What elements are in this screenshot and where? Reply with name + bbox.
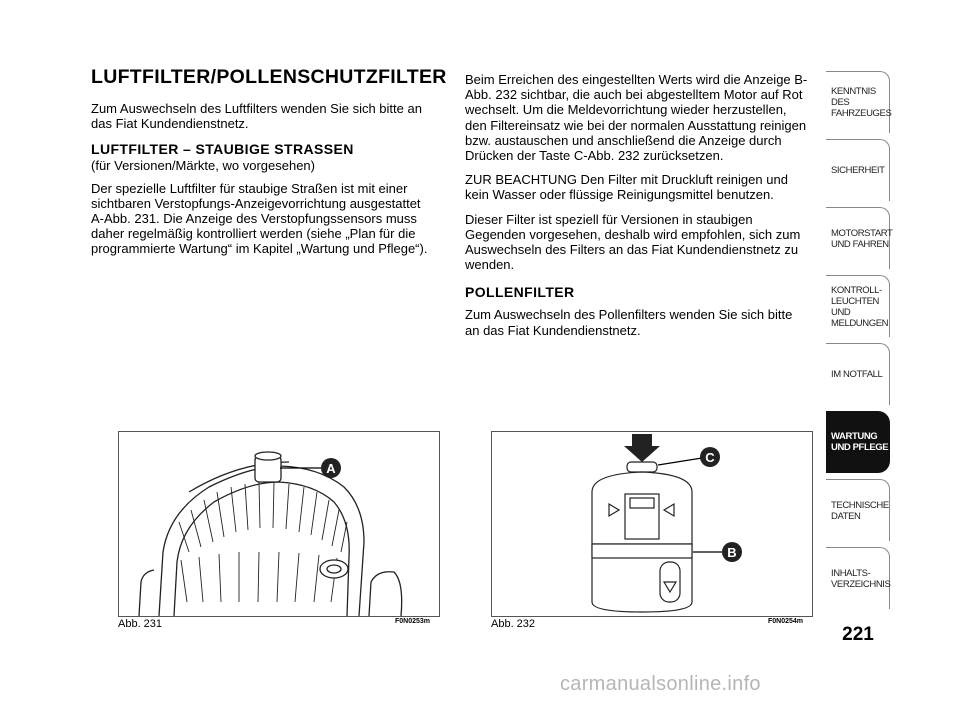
left-column — [91, 66, 447, 266]
figure-231-caption: Abb. 231 — [118, 618, 163, 630]
callout-b: B — [727, 545, 737, 560]
tab-inhaltsverzeichnis[interactable]: INHALTS- VERZEICHNIS — [826, 547, 890, 609]
section-title: LUFTFILTER/POLLENSCHUTZFILTER — [91, 66, 447, 88]
paragraph-note: ZUR BEACHTUNG Den Filter mit Druckluft reinigen und kein Wasser oder flüssige Reinigungsmittel benutzen. — [465, 172, 788, 203]
paragraph-dusty-areas: Dieser Filter ist speziell für Versionen in staubigen Gegenden vorgesehen, deshalb wird empfohlen, sich zum Auswechseln des Filters an das Fiat Kundendienstnetz zu wenden. — [465, 211, 801, 273]
air-filter-illustration — [119, 432, 439, 616]
arrow-down-icon — [624, 434, 660, 462]
right-column — [465, 72, 810, 347]
tab-kontrollleuchten[interactable]: KONTROLL- LEUCHTEN UND MELDUNGEN — [826, 275, 890, 337]
tab-technische-daten[interactable]: TECHNISCHE DATEN — [826, 479, 890, 541]
subheading-pollen-filter: POLLENFILTER — [465, 284, 575, 301]
tab-kenntnis[interactable]: KENNTNIS DES FAHRZEUGES — [826, 71, 890, 133]
figure-232 — [491, 431, 813, 617]
watermark: carmanualsonline.info — [560, 673, 761, 695]
page-number: 221 — [842, 624, 874, 645]
figure-231-code: F0N0253m — [395, 618, 431, 625]
tab-motorstart[interactable]: MOTORSTART UND FAHREN — [826, 207, 890, 269]
figure-232-caption: Abb. 232 — [491, 618, 536, 630]
paragraph-indicator: Beim Erreichen des eingestellten Werts wird die Anzeige B-Abb. 232 sichtbar, die auch bei abgestelltem Motor auf Rot wechselt. Um die Meldevorrichtung wieder herzustellen, den Filtereinsatz wie bei der normalen Ausstattung reinigen bzw. austauschen und anschließend die Anzeige durch Drücken der Taste C-Abb. 232 zurücksetzen. — [465, 72, 808, 164]
tab-sicherheit[interactable]: SICHERHEIT — [826, 139, 890, 201]
tab-wartung-active[interactable]: WARTUNG UND PFLEGE — [826, 411, 890, 473]
intro-paragraph: Zum Auswechseln des Luftfilters wenden Sie sich bitte an das Fiat Kundendienstnetz. — [91, 101, 422, 132]
callout-c: C — [705, 450, 715, 465]
callout-a: A — [326, 461, 336, 476]
tab-im-notfall[interactable]: IM NOTFALL — [826, 343, 890, 405]
paragraph-pollen: Zum Auswechseln des Pollenfilters wenden Sie sich bitte an das Fiat Kundendienstnetz. — [465, 307, 793, 338]
subheading-note: (für Versionen/Märkte, wo vorgesehen) — [91, 158, 315, 174]
figure-232-code: F0N0254m — [768, 618, 804, 625]
figure-231 — [118, 431, 440, 617]
subheading-dusty-roads: LUFTFILTER – STAUBIGE STRASSEN — [91, 141, 354, 158]
filter-indicator-illustration — [492, 432, 812, 616]
body-paragraph: Der spezielle Luftfilter für staubige Straßen ist mit einer sichtbaren Verstopfungs-Anzeigevorrichtung ausgestattet A-Abb. 231. Die Anzeige des Verstopfungssensors muss daher regelmäßig kontrolliert werden (siehe „Plan für die programmierte Wartung“ im Kapitel „Wartung und Pflege“). — [91, 180, 428, 257]
